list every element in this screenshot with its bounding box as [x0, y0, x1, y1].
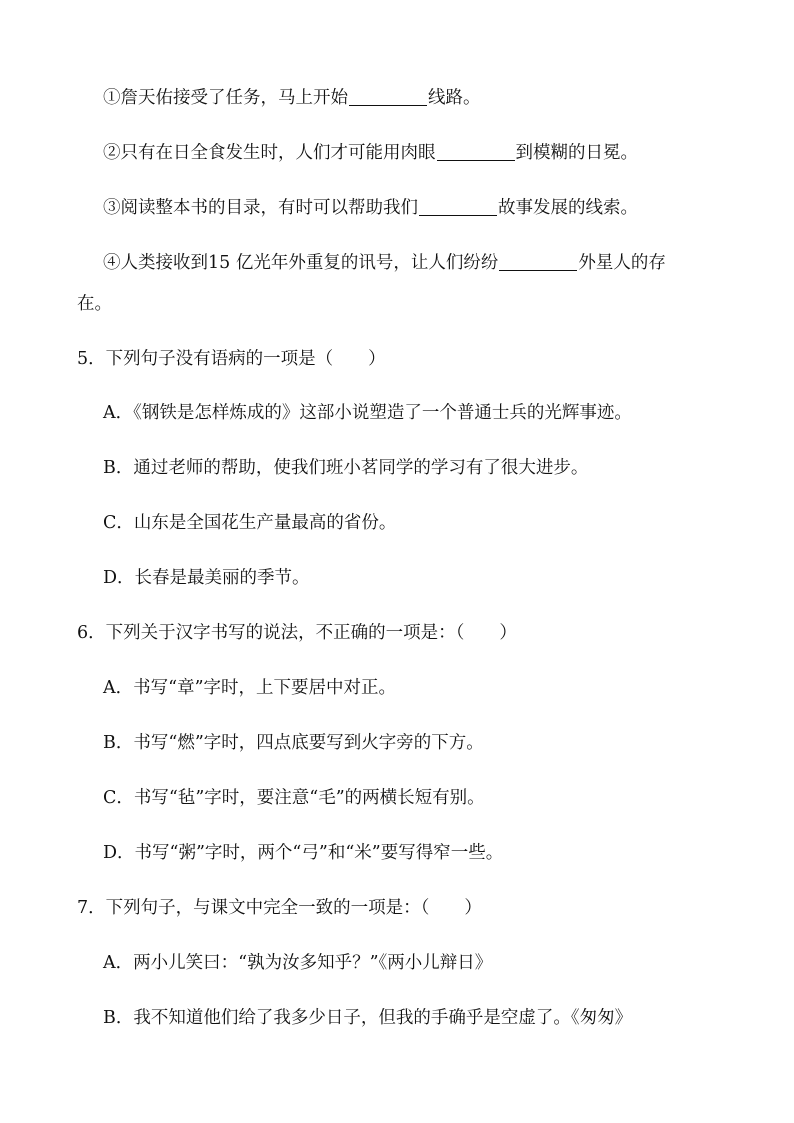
question-text: 下列关于汉字书写的说法，不正确的一项是：（ ）: [105, 623, 517, 643]
option-letter: A．: [103, 953, 134, 973]
option-letter: B．: [103, 733, 134, 753]
option-5b[interactable]: [103, 456, 588, 480]
option-text: 《钢铁是怎样炼成的》这部小说塑造了一个普通士兵的光辉事迹。: [133, 403, 632, 423]
question-number: 5．: [77, 349, 106, 369]
option-text: 书写“章”字时，上下要居中对正。: [133, 678, 397, 698]
option-5a[interactable]: [103, 401, 632, 425]
question-text: 下列句子没有语病的一项是（ ）: [105, 349, 386, 369]
option-letter: A．: [103, 403, 134, 423]
fill-in-item-4: [103, 251, 666, 275]
item-text-before: 阅读整本书的目录，有时可以帮助我们: [120, 198, 418, 218]
question-number: 6．: [77, 623, 106, 643]
option-letter: D．: [103, 568, 135, 588]
option-letter: A．: [103, 678, 134, 698]
option-letter: D．: [103, 843, 135, 863]
answer-blank[interactable]: [499, 252, 577, 271]
option-6b[interactable]: [103, 731, 484, 755]
item-marker: ④: [103, 253, 121, 273]
option-5d[interactable]: [103, 566, 310, 590]
option-7a[interactable]: [103, 951, 492, 975]
question-text: 下列句子，与课文中完全一致的一项是：（ ）: [105, 898, 482, 918]
option-7b[interactable]: [103, 1006, 632, 1030]
item-marker: ①: [103, 88, 121, 108]
option-6d[interactable]: [103, 841, 503, 865]
option-text: 书写“粥”字时，两个“弓”和“米”要写得窄一些。: [134, 843, 504, 863]
item-marker: ③: [103, 198, 121, 218]
fill-in-item-4-wrap: 在。: [77, 294, 112, 314]
option-letter: B．: [103, 1008, 134, 1028]
answer-blank[interactable]: [349, 87, 427, 106]
option-5c[interactable]: [103, 511, 396, 535]
question-number: 7．: [77, 898, 106, 918]
item-text-after: 外星人的存: [578, 253, 666, 273]
item-text-before: 詹天佑接受了任务，马上开始: [120, 88, 348, 108]
option-6c[interactable]: [103, 786, 485, 810]
option-6a[interactable]: [103, 676, 396, 700]
fill-in-item-3: [103, 196, 638, 220]
option-letter: C．: [103, 513, 134, 533]
answer-blank[interactable]: [419, 197, 497, 216]
option-text: 长春是最美丽的季节。: [134, 568, 310, 588]
option-text: 我不知道他们给了我多少日子，但我的手确乎是空虚了。《匆匆》: [133, 1008, 633, 1028]
option-letter: B．: [103, 458, 134, 478]
option-text: 山东是全国花生产量最高的省份。: [133, 513, 397, 533]
fill-in-item-1: [103, 86, 481, 110]
item-text-after: 线路。: [428, 88, 481, 108]
item-text-after: 到模糊的日冕。: [515, 143, 638, 163]
item-marker: ②: [103, 143, 121, 163]
item-text-before: 只有在日全食发生时，人们才可能用肉眼: [120, 143, 436, 163]
question-7-stem: [77, 896, 482, 920]
option-text: 两小儿笑曰：“孰为汝多知乎？”《两小儿辩日》: [133, 953, 493, 973]
fill-in-item-2: [103, 141, 638, 165]
item-text-before: 人类接收到15 亿光年外重复的讯号，让人们纷纷: [120, 253, 499, 273]
option-text: 书写“毡”字时，要注意“毛”的两横长短有别。: [133, 788, 485, 808]
item-text-after: 故事发展的线索。: [498, 198, 638, 218]
option-text: 通过老师的帮助，使我们班小茗同学的学习有了很大进步。: [133, 458, 589, 478]
question-5-stem: [77, 347, 386, 371]
answer-blank[interactable]: [437, 142, 515, 161]
option-text: 书写“燃”字时，四点底要写到火字旁的下方。: [133, 733, 484, 753]
question-6-stem: [77, 621, 517, 645]
option-letter: C．: [103, 788, 134, 808]
